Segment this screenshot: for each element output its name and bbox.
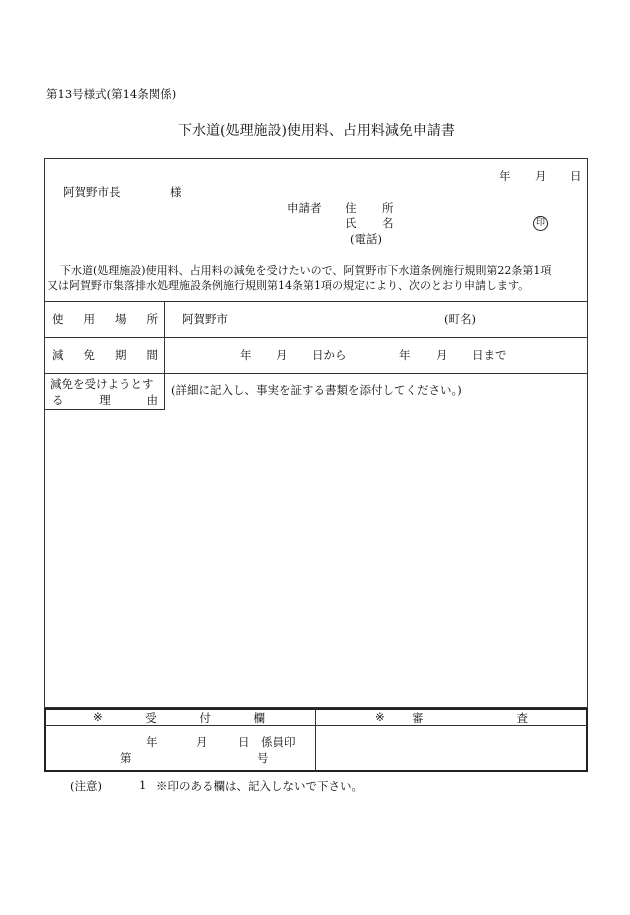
review-header-mark: ※ xyxy=(375,710,385,724)
reason-input-area[interactable] xyxy=(170,410,580,700)
addressee-honorific: 様 xyxy=(170,185,182,199)
phone-label: (電話) xyxy=(350,232,382,246)
clerk-seal-label: 係員印 xyxy=(261,735,296,749)
applicant-label: 申請者 xyxy=(287,201,322,215)
period-to-month: 月 xyxy=(436,348,448,362)
reason-label-line-1: 減免を受けようとす xyxy=(50,377,154,391)
table-line xyxy=(44,373,588,374)
period-label: 減 免 期 間 xyxy=(52,348,158,362)
address-label-2: 所 xyxy=(382,201,394,215)
date-day: 日 xyxy=(570,169,582,183)
form-number: 第13号様式(第14条関係) xyxy=(46,87,177,101)
reception-number-suffix: 号 xyxy=(257,751,269,765)
reason-label-line-2: る 理 由 xyxy=(52,393,158,407)
body-text-line-1: 下水道(処理施設)使用料、占用料の減免を受けたいので、阿賀野市下水道条例施行規則第22条第1項 xyxy=(60,264,552,277)
period-to-year: 年 xyxy=(399,348,411,362)
reception-header: ※ 受 付 欄 xyxy=(93,710,265,725)
reception-year: 年 xyxy=(146,735,158,749)
reason-label-bottom xyxy=(44,409,165,410)
name-label-1: 氏 xyxy=(345,216,357,230)
location-city: 阿賀野市 xyxy=(182,312,228,326)
name-label-2: 名 xyxy=(382,216,394,230)
location-label: 使 用 場 所 xyxy=(52,312,158,326)
period-to-day: 日まで xyxy=(472,348,507,362)
form-title: 下水道(処理施設)使用料、占用料減免申請書 xyxy=(178,123,455,139)
period-from-month: 月 xyxy=(276,348,288,362)
reception-number-prefix: 第 xyxy=(120,751,132,765)
label-column-divider xyxy=(164,301,165,409)
date-month: 月 xyxy=(535,169,547,183)
period-from-day: 日から xyxy=(312,348,347,362)
note-item-text: ※印のある欄は、記入しないで下さい。 xyxy=(156,779,363,793)
seal-mark: 印 xyxy=(533,216,548,231)
address-label-1: 住 xyxy=(345,201,357,215)
period-from-year: 年 xyxy=(240,348,252,362)
addressee: 阿賀野市長 xyxy=(63,185,121,199)
date-year: 年 xyxy=(499,169,511,183)
review-header: 審 査 xyxy=(412,711,528,725)
reception-day: 日 xyxy=(238,735,250,749)
body-text-line-2: 又は阿賀野市集落排水処理施設条例施行規則第14条第1項の規定により、次のとおり申請します。 xyxy=(47,279,530,292)
notes-label: (注意) xyxy=(70,779,102,793)
location-town-label: (町名) xyxy=(444,312,476,326)
note-item-number: 1 xyxy=(139,778,147,792)
reason-note: (詳細に記入し、事実を証する書類を添付してください。) xyxy=(171,383,462,397)
office-column-divider xyxy=(315,708,316,772)
reception-month: 月 xyxy=(196,735,208,749)
